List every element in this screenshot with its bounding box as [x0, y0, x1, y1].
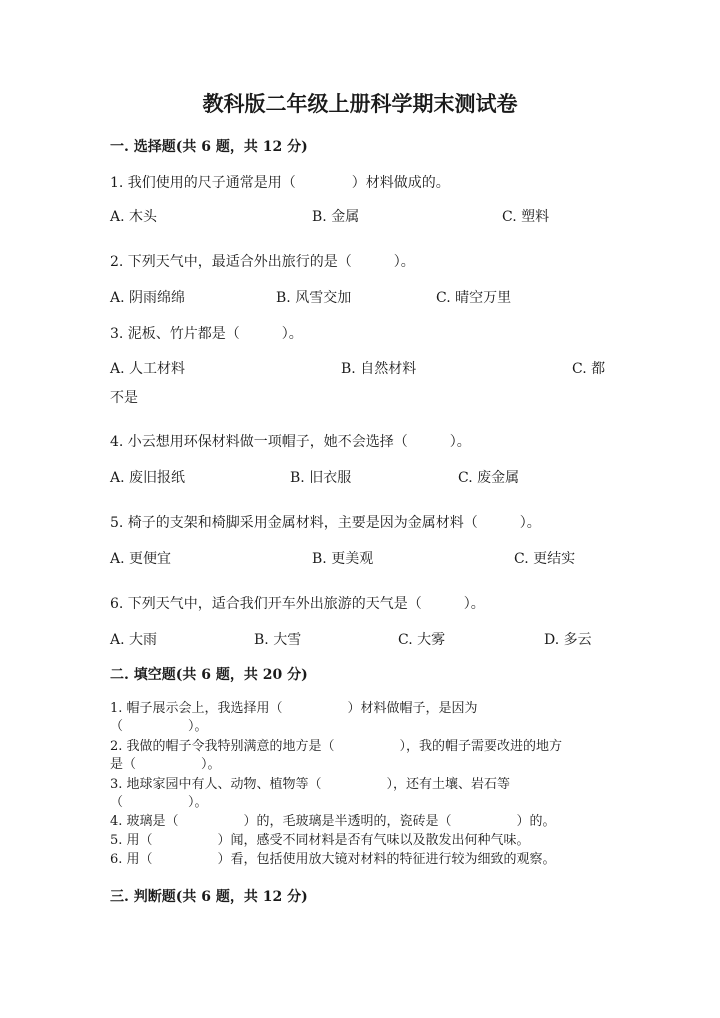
- option-b: B. 金属: [312, 209, 360, 225]
- option-d: D. 多云: [544, 632, 592, 648]
- option-b: B. 旧衣服: [290, 470, 352, 486]
- page-title: 教科版二年级上册科学期末测试卷: [202, 91, 518, 116]
- fill-line: 5. 用（ ）闻，感受不同材料是否有气味以及散发出何种气味。: [110, 833, 530, 848]
- option-b: B. 自然材料: [341, 361, 417, 377]
- fill-line: 4. 玻璃是（ ）的，毛玻璃是半透明的，瓷砖是（ ）的。: [110, 814, 556, 829]
- question-stem: 3. 泥板、竹片都是（ ）。: [110, 326, 303, 342]
- section-heading-fill: 二. 填空题(共 6 题，共 20 分): [110, 667, 308, 683]
- option-b: B. 风雪交加: [276, 290, 352, 306]
- fill-line: （ ）。: [110, 795, 208, 810]
- fill-line: 是（ ）。: [110, 757, 221, 772]
- option-b: B. 大雪: [254, 632, 302, 648]
- option-a: A. 更便宜: [110, 551, 172, 567]
- fill-line: 1. 帽子展示会上，我选择用（ ）材料做帽子，是因为: [110, 701, 478, 716]
- option-c: C. 晴空万里: [436, 290, 512, 306]
- option-a: A. 废旧报纸: [110, 470, 186, 486]
- option-c: C. 塑料: [502, 209, 550, 225]
- option-c: C. 更结实: [514, 551, 576, 567]
- option-a: A. 大雨: [110, 632, 158, 648]
- fill-line: 2. 我做的帽子令我特别满意的地方是（ ），我的帽子需要改进的地方: [110, 739, 563, 754]
- option-b: B. 更美观: [312, 551, 374, 567]
- fill-line: 3. 地球家园中有人、动物、植物等（ ），还有土壤、岩石等: [110, 777, 511, 792]
- option-a: A. 阴雨绵绵: [110, 290, 186, 306]
- option-c: C. 都: [572, 361, 606, 377]
- option-a: A. 木头: [110, 209, 158, 225]
- question-stem: 4. 小云想用环保材料做一项帽子，她不会选择（ ）。: [110, 434, 471, 450]
- option-a: A. 人工材料: [110, 361, 186, 377]
- question-stem: 1. 我们使用的尺子通常是用（ ）材料做成的。: [110, 175, 450, 191]
- question-stem: 2. 下列天气中，最适合外出旅行的是（ ）。: [110, 254, 415, 270]
- section-heading-judge: 三. 判断题(共 6 题，共 12 分): [110, 889, 308, 905]
- option-c: C. 废金属: [458, 470, 520, 486]
- option-c-wrap: 不是: [110, 390, 138, 406]
- fill-line: 6. 用（ ）看，包括使用放大镜对材料的特征进行较为细致的观察。: [110, 852, 556, 867]
- question-stem: 5. 椅子的支架和椅脚采用金属材料，主要是因为金属材料（ ）。: [110, 515, 541, 531]
- option-c: C. 大雾: [398, 632, 446, 648]
- question-stem: 6. 下列天气中，适合我们开车外出旅游的天气是（ ）。: [110, 596, 485, 612]
- fill-line: （ ）。: [110, 719, 208, 734]
- section-heading-choice: 一. 选择题(共 6 题，共 12 分): [110, 139, 308, 155]
